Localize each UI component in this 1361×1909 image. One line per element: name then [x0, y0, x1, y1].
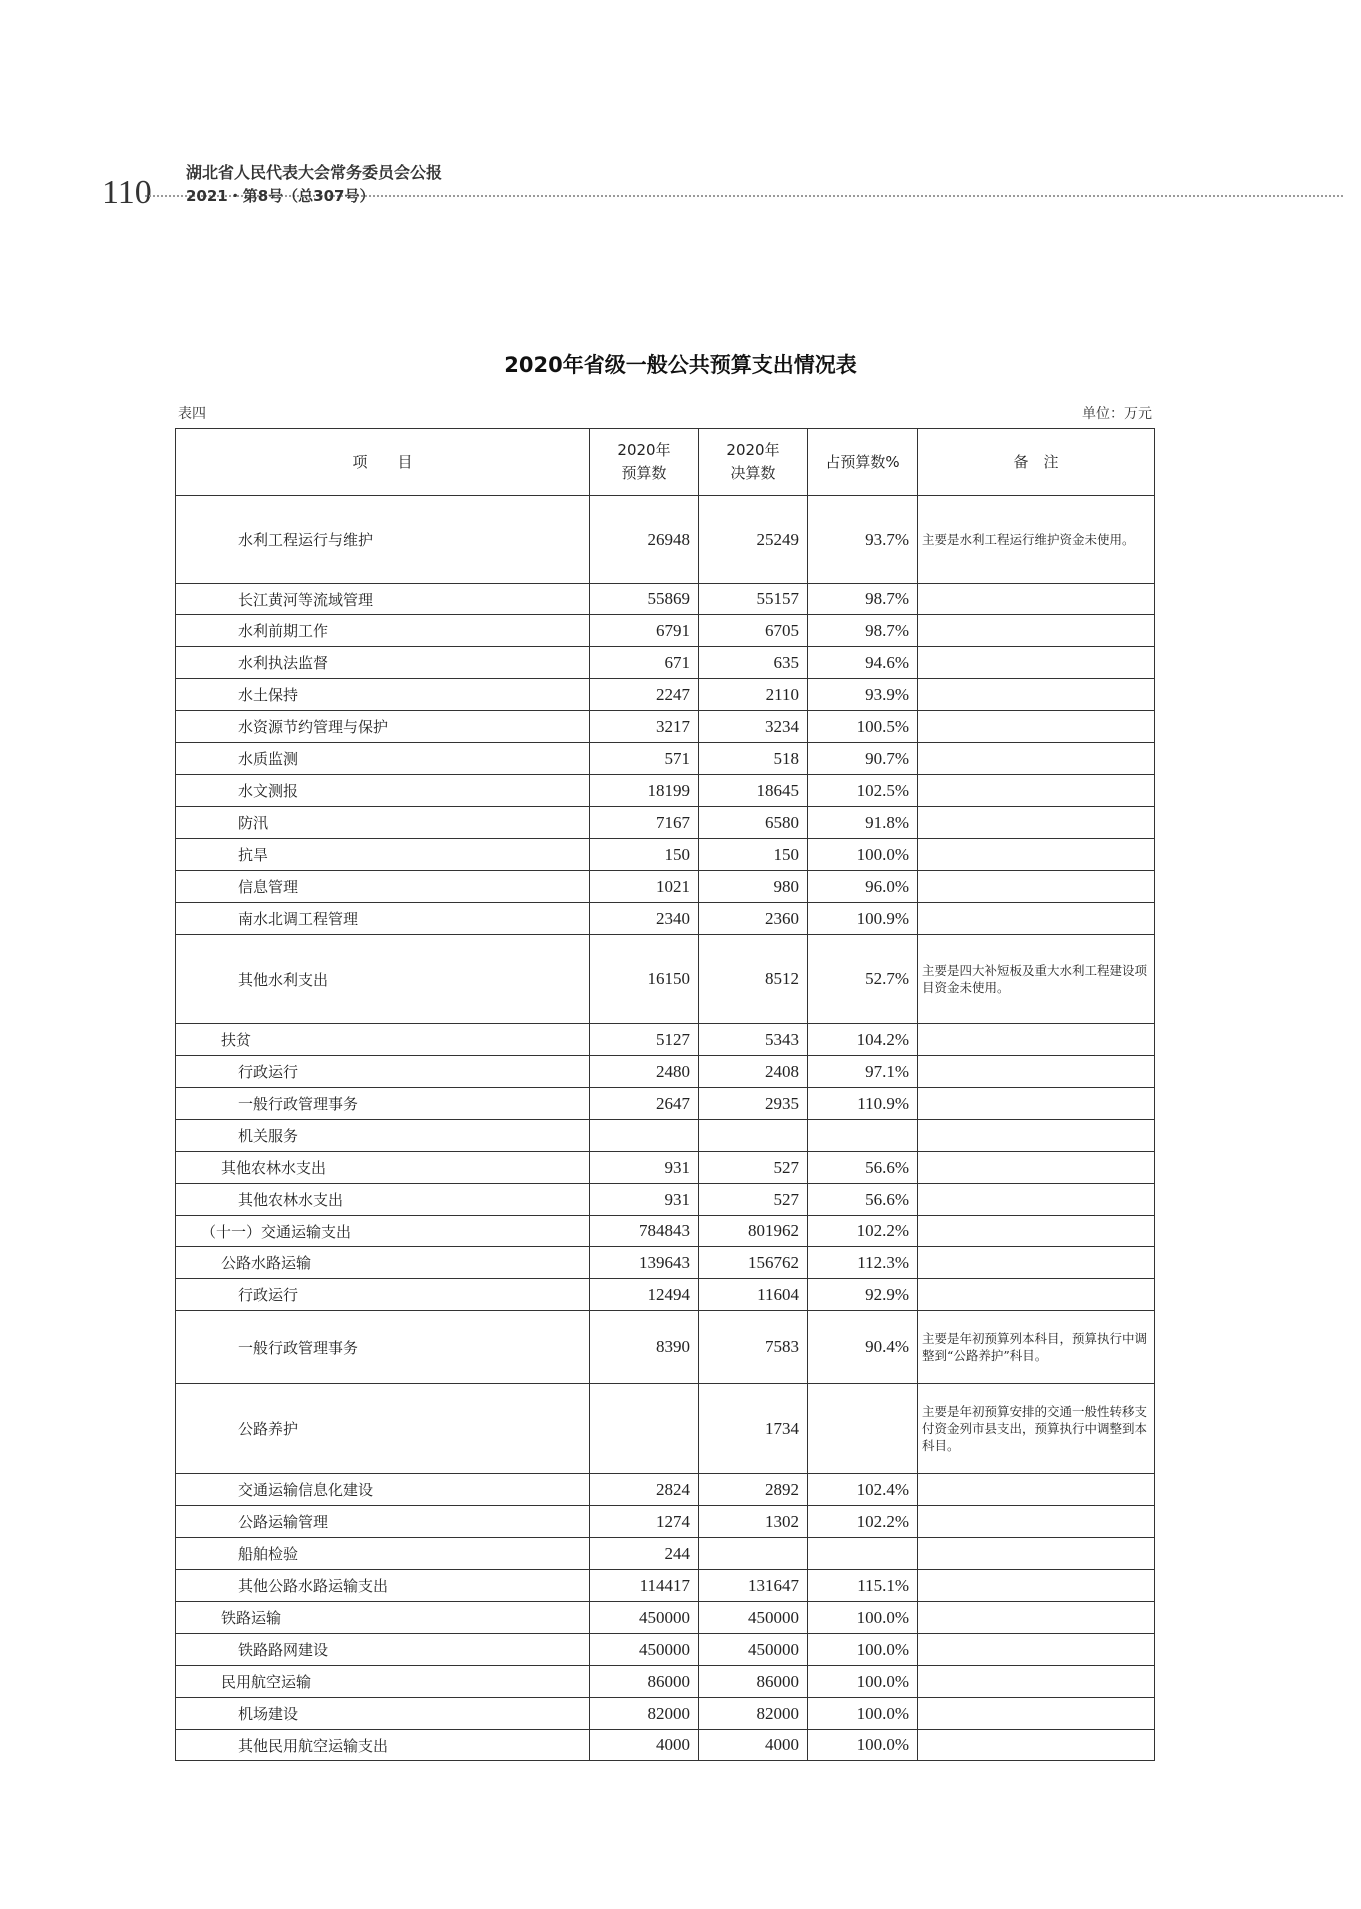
header-ratio: 占预算数% — [808, 429, 918, 496]
table-row — [176, 1216, 1155, 1247]
final-cell: 156762 — [699, 1247, 808, 1279]
header-final-line1: 2020年 — [726, 441, 780, 459]
ratio-cell: 100.5% — [808, 711, 918, 743]
table-row — [176, 1634, 1155, 1666]
note-cell — [918, 1538, 1155, 1570]
final-cell: 6580 — [699, 807, 808, 839]
item-name-cell: 机关服务 — [176, 1120, 590, 1152]
final-cell: 980 — [699, 871, 808, 903]
ratio-cell: 100.0% — [808, 1634, 918, 1666]
item-name-cell: 长江黄河等流域管理 — [176, 584, 590, 615]
budget-cell — [590, 1120, 699, 1152]
header-note: 备 注 — [918, 429, 1155, 496]
budget-cell: 55869 — [590, 584, 699, 615]
item-name-cell: 信息管理 — [176, 871, 590, 903]
ratio-cell: 102.2% — [808, 1506, 918, 1538]
table-row — [176, 935, 1155, 1024]
table-row — [176, 871, 1155, 903]
note-cell — [918, 1279, 1155, 1311]
ratio-cell: 52.7% — [808, 935, 918, 1024]
table-row — [176, 1602, 1155, 1634]
note-cell — [918, 1730, 1155, 1761]
item-name-cell: 水质监测 — [176, 743, 590, 775]
budget-cell: 12494 — [590, 1279, 699, 1311]
final-cell: 55157 — [699, 584, 808, 615]
table-row — [176, 647, 1155, 679]
budget-cell: 6791 — [590, 615, 699, 647]
table-row — [176, 1088, 1155, 1120]
budget-cell: 1274 — [590, 1506, 699, 1538]
ratio-cell: 100.0% — [808, 1730, 918, 1761]
table-row — [176, 1698, 1155, 1730]
journal-issue: 2021・第8号（总307号） — [186, 187, 375, 205]
ratio-cell: 91.8% — [808, 807, 918, 839]
budget-cell: 1021 — [590, 871, 699, 903]
note-cell — [918, 1056, 1155, 1088]
note-cell — [918, 1152, 1155, 1184]
unit-label: 单位：万元 — [1082, 406, 1152, 422]
final-cell: 450000 — [699, 1602, 808, 1634]
note-cell — [918, 1088, 1155, 1120]
ratio-cell: 98.7% — [808, 615, 918, 647]
ratio-cell: 102.5% — [808, 775, 918, 807]
ratio-cell: 96.0% — [808, 871, 918, 903]
note-cell — [918, 1602, 1155, 1634]
ratio-cell: 92.9% — [808, 1279, 918, 1311]
note-cell — [918, 1570, 1155, 1602]
final-cell: 1302 — [699, 1506, 808, 1538]
header-final — [699, 429, 808, 496]
item-name-cell: 行政运行 — [176, 1279, 590, 1311]
budget-cell: 450000 — [590, 1634, 699, 1666]
note-cell — [918, 1247, 1155, 1279]
note-cell — [918, 1120, 1155, 1152]
table-row — [176, 1247, 1155, 1279]
note-cell — [918, 1698, 1155, 1730]
final-cell: 635 — [699, 647, 808, 679]
final-cell: 527 — [699, 1184, 808, 1216]
budget-cell: 114417 — [590, 1570, 699, 1602]
table-header-row — [176, 429, 1155, 496]
note-cell — [918, 679, 1155, 711]
note-cell: 主要是年初预算列本科目，预算执行中调整到“公路养护”科目。 — [918, 1311, 1155, 1384]
table-row — [176, 743, 1155, 775]
table-row — [176, 1474, 1155, 1506]
budget-cell: 2247 — [590, 679, 699, 711]
budget-cell: 571 — [590, 743, 699, 775]
note-cell: 主要是年初预算安排的交通一般性转移支付资金列市县支出，预算执行中调整到本科目。 — [918, 1384, 1155, 1474]
table-row — [176, 1570, 1155, 1602]
item-name-cell: 公路水路运输 — [176, 1247, 590, 1279]
table-row — [176, 1024, 1155, 1056]
budget-cell: 86000 — [590, 1666, 699, 1698]
budget-cell: 784843 — [590, 1216, 699, 1247]
budget-cell: 82000 — [590, 1698, 699, 1730]
budget-cell: 8390 — [590, 1311, 699, 1384]
note-cell — [918, 1474, 1155, 1506]
ratio-cell: 100.0% — [808, 1698, 918, 1730]
item-name-cell: 其他农林水支出 — [176, 1184, 590, 1216]
ratio-cell: 90.7% — [808, 743, 918, 775]
budget-cell: 931 — [590, 1152, 699, 1184]
final-cell: 801962 — [699, 1216, 808, 1247]
budget-cell: 4000 — [590, 1730, 699, 1761]
item-name-cell: 行政运行 — [176, 1056, 590, 1088]
final-cell: 18645 — [699, 775, 808, 807]
ratio-cell: 102.4% — [808, 1474, 918, 1506]
item-name-cell: 水土保持 — [176, 679, 590, 711]
table-row — [176, 1184, 1155, 1216]
ratio-cell: 93.9% — [808, 679, 918, 711]
item-name-cell: 民用航空运输 — [176, 1666, 590, 1698]
item-name-cell: 防汛 — [176, 807, 590, 839]
ratio-cell: 97.1% — [808, 1056, 918, 1088]
ratio-cell: 104.2% — [808, 1024, 918, 1056]
note-cell — [918, 839, 1155, 871]
table-row — [176, 775, 1155, 807]
final-cell — [699, 1538, 808, 1570]
final-cell: 7583 — [699, 1311, 808, 1384]
item-name-cell: 其他民用航空运输支出 — [176, 1730, 590, 1761]
final-cell: 4000 — [699, 1730, 808, 1761]
table-row — [176, 1538, 1155, 1570]
table-row — [176, 1311, 1155, 1384]
final-cell: 82000 — [699, 1698, 808, 1730]
item-name-cell: 南水北调工程管理 — [176, 903, 590, 935]
item-name-cell: 一般行政管理事务 — [176, 1311, 590, 1384]
budget-cell: 150 — [590, 839, 699, 871]
table-row — [176, 711, 1155, 743]
ratio-cell: 110.9% — [808, 1088, 918, 1120]
note-cell — [918, 1634, 1155, 1666]
table-row — [176, 1666, 1155, 1698]
table-row — [176, 903, 1155, 935]
item-name-cell: 机场建设 — [176, 1698, 590, 1730]
budget-cell: 7167 — [590, 807, 699, 839]
note-cell: 主要是水利工程运行维护资金未使用。 — [918, 496, 1155, 584]
item-name-cell: 交通运输信息化建设 — [176, 1474, 590, 1506]
ratio-cell: 94.6% — [808, 647, 918, 679]
ratio-cell: 56.6% — [808, 1152, 918, 1184]
ratio-cell: 56.6% — [808, 1184, 918, 1216]
budget-cell — [590, 1384, 699, 1474]
budget-table — [175, 428, 1155, 1761]
ratio-cell: 100.9% — [808, 903, 918, 935]
final-cell: 1734 — [699, 1384, 808, 1474]
final-cell: 2110 — [699, 679, 808, 711]
final-cell: 8512 — [699, 935, 808, 1024]
header-item: 项 目 — [176, 429, 590, 496]
budget-cell: 450000 — [590, 1602, 699, 1634]
item-name-cell: 铁路运输 — [176, 1602, 590, 1634]
table-row — [176, 1152, 1155, 1184]
note-cell: 主要是四大补短板及重大水利工程建设项目资金未使用。 — [918, 935, 1155, 1024]
final-cell: 5343 — [699, 1024, 808, 1056]
item-name-cell: 抗旱 — [176, 839, 590, 871]
table-row — [176, 1506, 1155, 1538]
note-cell — [918, 807, 1155, 839]
final-cell: 86000 — [699, 1666, 808, 1698]
note-cell — [918, 615, 1155, 647]
table-row — [176, 615, 1155, 647]
budget-cell: 244 — [590, 1538, 699, 1570]
item-name-cell: 水资源节约管理与保护 — [176, 711, 590, 743]
budget-cell: 2824 — [590, 1474, 699, 1506]
final-cell: 150 — [699, 839, 808, 871]
note-cell — [918, 743, 1155, 775]
table-row — [176, 1056, 1155, 1088]
item-name-cell: 铁路路网建设 — [176, 1634, 590, 1666]
budget-cell: 26948 — [590, 496, 699, 584]
final-cell: 11604 — [699, 1279, 808, 1311]
final-cell: 2892 — [699, 1474, 808, 1506]
final-cell: 518 — [699, 743, 808, 775]
ratio-cell: 90.4% — [808, 1311, 918, 1384]
header-budget — [590, 429, 699, 496]
final-cell: 3234 — [699, 711, 808, 743]
item-name-cell: 其他农林水支出 — [176, 1152, 590, 1184]
note-cell — [918, 871, 1155, 903]
page-number: 110 — [102, 174, 152, 211]
budget-cell: 2480 — [590, 1056, 699, 1088]
final-cell: 25249 — [699, 496, 808, 584]
item-name-cell: 其他水利支出 — [176, 935, 590, 1024]
budget-cell: 139643 — [590, 1247, 699, 1279]
ratio-cell: 100.0% — [808, 1666, 918, 1698]
table-row — [176, 584, 1155, 615]
note-cell — [918, 775, 1155, 807]
table-row — [176, 1384, 1155, 1474]
final-cell: 450000 — [699, 1634, 808, 1666]
note-cell — [918, 1184, 1155, 1216]
table-row — [176, 679, 1155, 711]
ratio-cell: 112.3% — [808, 1247, 918, 1279]
item-name-cell: 其他公路水路运输支出 — [176, 1570, 590, 1602]
table-row — [176, 839, 1155, 871]
budget-cell: 3217 — [590, 711, 699, 743]
budget-cell: 931 — [590, 1184, 699, 1216]
budget-cell: 5127 — [590, 1024, 699, 1056]
item-name-cell: 扶贫 — [176, 1024, 590, 1056]
budget-cell: 2647 — [590, 1088, 699, 1120]
header-budget-line2: 预算数 — [621, 464, 667, 482]
item-name-cell: 公路养护 — [176, 1384, 590, 1474]
note-cell — [918, 711, 1155, 743]
budget-cell: 18199 — [590, 775, 699, 807]
table-row — [176, 1279, 1155, 1311]
item-name-cell: 公路运输管理 — [176, 1506, 590, 1538]
item-name-cell: 水利前期工作 — [176, 615, 590, 647]
final-cell: 2360 — [699, 903, 808, 935]
table-row — [176, 807, 1155, 839]
table-label: 表四 — [178, 406, 206, 422]
table-row — [176, 496, 1155, 584]
note-cell — [918, 903, 1155, 935]
item-name-cell: （十一）交通运输支出 — [176, 1216, 590, 1247]
ratio-cell — [808, 1384, 918, 1474]
ratio-cell: 102.2% — [808, 1216, 918, 1247]
ratio-cell: 100.0% — [808, 1602, 918, 1634]
final-cell: 131647 — [699, 1570, 808, 1602]
note-cell — [918, 1506, 1155, 1538]
final-cell: 2408 — [699, 1056, 808, 1088]
item-name-cell: 船舶检验 — [176, 1538, 590, 1570]
journal-title: 湖北省人民代表大会常务委员会公报 — [186, 163, 443, 182]
ratio-cell — [808, 1538, 918, 1570]
note-cell — [918, 584, 1155, 615]
budget-cell: 16150 — [590, 935, 699, 1024]
final-cell: 6705 — [699, 615, 808, 647]
header-final-line2: 决算数 — [730, 464, 776, 482]
note-cell — [918, 1216, 1155, 1247]
item-name-cell: 一般行政管理事务 — [176, 1088, 590, 1120]
budget-cell: 671 — [590, 647, 699, 679]
ratio-cell: 115.1% — [808, 1570, 918, 1602]
item-name-cell: 水利工程运行与维护 — [176, 496, 590, 584]
ratio-cell — [808, 1120, 918, 1152]
document-title: 2020年省级一般公共预算支出情况表 — [504, 353, 857, 377]
note-cell — [918, 647, 1155, 679]
final-cell: 527 — [699, 1152, 808, 1184]
header-budget-line1: 2020年 — [617, 441, 671, 459]
ratio-cell: 100.0% — [808, 839, 918, 871]
ratio-cell: 98.7% — [808, 584, 918, 615]
budget-cell: 2340 — [590, 903, 699, 935]
ratio-cell: 93.7% — [808, 496, 918, 584]
note-cell — [918, 1024, 1155, 1056]
table-row — [176, 1120, 1155, 1152]
final-cell — [699, 1120, 808, 1152]
final-cell: 2935 — [699, 1088, 808, 1120]
note-cell — [918, 1666, 1155, 1698]
table-row — [176, 1730, 1155, 1761]
item-name-cell: 水文测报 — [176, 775, 590, 807]
item-name-cell: 水利执法监督 — [176, 647, 590, 679]
